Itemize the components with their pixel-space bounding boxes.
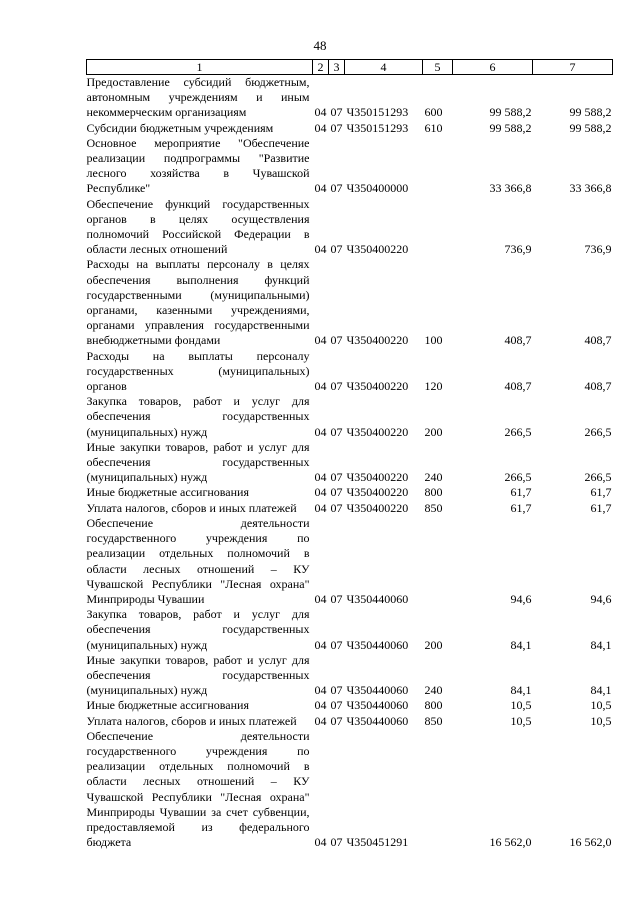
budget-table — [86, 59, 613, 850]
row-amount-2-cell: 99 588,2 — [569, 105, 612, 120]
row-name-cell: Уплата налогов, сборов и иных платежей — [86, 500, 297, 515]
table-row — [87, 394, 613, 440]
row-amount-2-cell: 84,1 — [590, 637, 612, 652]
row-name-cell: Основное мероприятие "Обеспечение реализации подпрограммы "Развитие лесного хозяйства в Чувашской Республике" — [86, 135, 310, 196]
row-name-cell: Закупка товаров, работ и услуг для обеспечения государственных (муниципальных) нужд — [86, 394, 310, 439]
row-name-cell: Иные закупки товаров, работ и услуг для обеспечения государственных (муниципальных) нужд — [86, 439, 310, 485]
row-section-cell: 04 — [314, 242, 327, 257]
row-section-cell: 04 — [314, 591, 327, 606]
row-expense-type-cell: 240 — [424, 470, 443, 485]
row-name-cell: Уплата налогов, сборов и иных платежей — [86, 713, 297, 728]
row-amount-2-cell: 33 366,8 — [569, 181, 612, 196]
row-amount-2-cell: 266,5 — [584, 470, 612, 485]
row-expense-type-cell: 100 — [424, 333, 443, 348]
row-amount-1-cell: 266,5 — [504, 470, 532, 485]
row-section-cell: 04 — [314, 500, 327, 515]
row-amount-1-cell: 61,7 — [510, 485, 532, 500]
row-name-cell: Обеспечение деятельности государственного учреждения по реализации отдельных полномочий в области лесных отношений – КУ Чувашской Республики "Лесная охрана" Минприроды Чувашии за счет субвенции, предоставляемой из федерального бюджета — [86, 728, 310, 850]
table-row — [87, 136, 613, 197]
row-target-article-cell: Ч350151293 — [346, 120, 409, 135]
row-target-article-cell: Ч350151293 — [346, 105, 409, 120]
row-amount-1-cell: 99 588,2 — [489, 105, 532, 120]
row-name-cell: Обеспечение деятельности государственного учреждения по реализации отдельных полномочий в области лесных отношений – КУ Чувашской Республики "Лесная охрана" Минприроды Чувашии — [86, 515, 310, 606]
row-name-cell: Закупка товаров, работ и услуг для обеспечения государственных (муниципальных) нужд — [86, 607, 310, 652]
row-section-cell: 04 — [314, 333, 327, 348]
row-section-cell: 04 — [314, 120, 327, 135]
row-expense-type-cell: 200 — [424, 637, 443, 652]
row-amount-2-cell: 736,9 — [584, 242, 612, 257]
row-name-cell: Расходы на выплаты персоналу в целях обеспечения выполнения функций государственными (муниципальными) органами, казенными учреждениями, органами управления государственными внебюджетными фондами — [86, 257, 310, 348]
row-amount-1-cell: 10,5 — [510, 713, 532, 728]
row-name-cell: Иные бюджетные ассигнования — [86, 485, 249, 500]
row-amount-1-cell: 408,7 — [504, 333, 532, 348]
row-target-article-cell: Ч350400220 — [346, 470, 409, 485]
row-amount-1-cell: 736,9 — [504, 242, 532, 257]
table-row — [87, 75, 613, 121]
table-row — [87, 714, 613, 729]
table-row — [87, 349, 613, 395]
row-target-article-cell: Ч350400220 — [346, 379, 409, 394]
row-expense-type-cell: 600 — [424, 105, 443, 120]
row-amount-1-cell: 16 562,0 — [489, 835, 532, 850]
header-row — [87, 60, 613, 75]
row-subsection-cell: 07 — [330, 591, 343, 606]
row-amount-1-cell: 84,1 — [510, 637, 532, 652]
table-row — [87, 121, 613, 136]
row-amount-1-cell: 61,7 — [510, 500, 532, 515]
row-amount-1-cell: 266,5 — [504, 424, 532, 439]
row-amount-1-cell: 408,7 — [504, 379, 532, 394]
header-cell: 1 — [87, 60, 313, 75]
row-expense-type-cell: 240 — [424, 683, 443, 698]
row-section-cell: 04 — [314, 424, 327, 439]
row-name-cell: Субсидии бюджетным учреждениям — [86, 120, 274, 135]
header-cell: 5 — [423, 60, 453, 75]
table-row — [87, 257, 613, 348]
row-target-article-cell: Ч350451291 — [346, 835, 409, 850]
row-expense-type-cell: 800 — [424, 485, 443, 500]
row-expense-type-cell — [423, 136, 453, 197]
header-cell: 7 — [533, 60, 613, 75]
row-section-cell: 04 — [314, 470, 327, 485]
row-subsection-cell: 07 — [330, 698, 343, 713]
row-subsection-cell: 07 — [330, 500, 343, 515]
row-target-article-cell: Ч350440060 — [346, 683, 409, 698]
row-amount-2-cell: 266,5 — [584, 424, 612, 439]
row-subsection-cell: 07 — [330, 181, 343, 196]
header-cell: 6 — [453, 60, 533, 75]
row-expense-type-cell: 850 — [424, 500, 443, 515]
row-name-cell: Расходы на выплаты персоналу государственных (муниципальных) органов — [86, 348, 310, 394]
row-expense-type-cell: 200 — [424, 424, 443, 439]
table-row — [87, 653, 613, 699]
table-row — [87, 729, 613, 851]
page-number: 48 — [313, 38, 327, 53]
row-subsection-cell: 07 — [330, 683, 343, 698]
row-amount-2-cell: 10,5 — [590, 698, 612, 713]
row-expense-type-cell — [423, 729, 453, 851]
table-body — [87, 75, 613, 851]
row-target-article-cell: Ч350440060 — [346, 713, 409, 728]
row-target-article-cell: Ч350440060 — [346, 698, 409, 713]
row-amount-2-cell: 99 588,2 — [569, 120, 612, 135]
row-section-cell: 04 — [314, 181, 327, 196]
row-expense-type-cell: 850 — [424, 713, 443, 728]
row-amount-1-cell: 84,1 — [510, 683, 532, 698]
row-amount-2-cell: 84,1 — [590, 683, 612, 698]
table-row — [87, 698, 613, 713]
table-row — [87, 516, 613, 607]
row-section-cell: 04 — [314, 637, 327, 652]
row-subsection-cell: 07 — [330, 242, 343, 257]
row-amount-1-cell: 99 588,2 — [489, 120, 532, 135]
row-target-article-cell: Ч350400220 — [346, 242, 409, 257]
row-subsection-cell: 07 — [330, 379, 343, 394]
row-target-article-cell: Ч350400220 — [346, 424, 409, 439]
table-row — [87, 197, 613, 258]
row-expense-type-cell: 800 — [424, 698, 443, 713]
row-section-cell: 04 — [314, 698, 327, 713]
row-subsection-cell: 07 — [330, 713, 343, 728]
row-target-article-cell: Ч350400220 — [346, 333, 409, 348]
row-name-cell: Обеспечение функций государственных органов в целях осуществления полномочий Российской Федерации в области лесных отношений — [86, 196, 310, 257]
row-amount-2-cell: 408,7 — [584, 333, 612, 348]
row-subsection-cell: 07 — [330, 470, 343, 485]
row-name-cell: Иные бюджетные ассигнования — [86, 698, 249, 713]
row-amount-2-cell: 61,7 — [590, 485, 612, 500]
row-expense-type-cell: 610 — [424, 120, 443, 135]
row-subsection-cell: 07 — [330, 105, 343, 120]
row-section-cell: 04 — [314, 105, 327, 120]
table-row — [87, 440, 613, 486]
row-expense-type-cell — [423, 516, 453, 607]
row-amount-1-cell: 33 366,8 — [489, 181, 532, 196]
row-amount-2-cell: 408,7 — [584, 379, 612, 394]
row-section-cell: 04 — [314, 713, 327, 728]
row-name-cell: Предоставление субсидий бюджетным, автономным учреждениям и иным некоммерческим организациям — [86, 75, 310, 120]
row-target-article-cell: Ч350400220 — [346, 500, 409, 515]
row-target-article-cell: Ч350400220 — [346, 485, 409, 500]
row-target-article-cell: Ч350400000 — [346, 181, 409, 196]
row-amount-1-cell: 94,6 — [510, 591, 532, 606]
header-cell: 2 — [313, 60, 329, 75]
row-section-cell: 04 — [314, 485, 327, 500]
row-amount-2-cell: 10,5 — [590, 713, 612, 728]
row-amount-2-cell: 16 562,0 — [569, 835, 612, 850]
row-subsection-cell: 07 — [330, 333, 343, 348]
header-cell: 4 — [345, 60, 423, 75]
row-amount-2-cell: 61,7 — [590, 500, 612, 515]
table-row — [87, 607, 613, 653]
row-section-cell: 04 — [314, 683, 327, 698]
row-amount-1-cell: 10,5 — [510, 698, 532, 713]
row-expense-type-cell: 120 — [424, 379, 443, 394]
row-amount-2-cell: 94,6 — [590, 591, 612, 606]
row-name-cell: Иные закупки товаров, работ и услуг для обеспечения государственных (муниципальных) нужд — [86, 652, 310, 698]
row-subsection-cell: 07 — [330, 637, 343, 652]
row-section-cell: 04 — [314, 835, 327, 850]
row-target-article-cell: Ч350440060 — [346, 637, 409, 652]
row-expense-type-cell — [423, 197, 453, 258]
header-cell: 3 — [329, 60, 345, 75]
row-subsection-cell: 07 — [330, 424, 343, 439]
row-subsection-cell: 07 — [330, 120, 343, 135]
row-subsection-cell: 07 — [330, 485, 343, 500]
table-row — [87, 501, 613, 516]
row-section-cell: 04 — [314, 379, 327, 394]
table-row — [87, 485, 613, 500]
row-subsection-cell: 07 — [330, 835, 343, 850]
row-target-article-cell: Ч350440060 — [346, 591, 409, 606]
